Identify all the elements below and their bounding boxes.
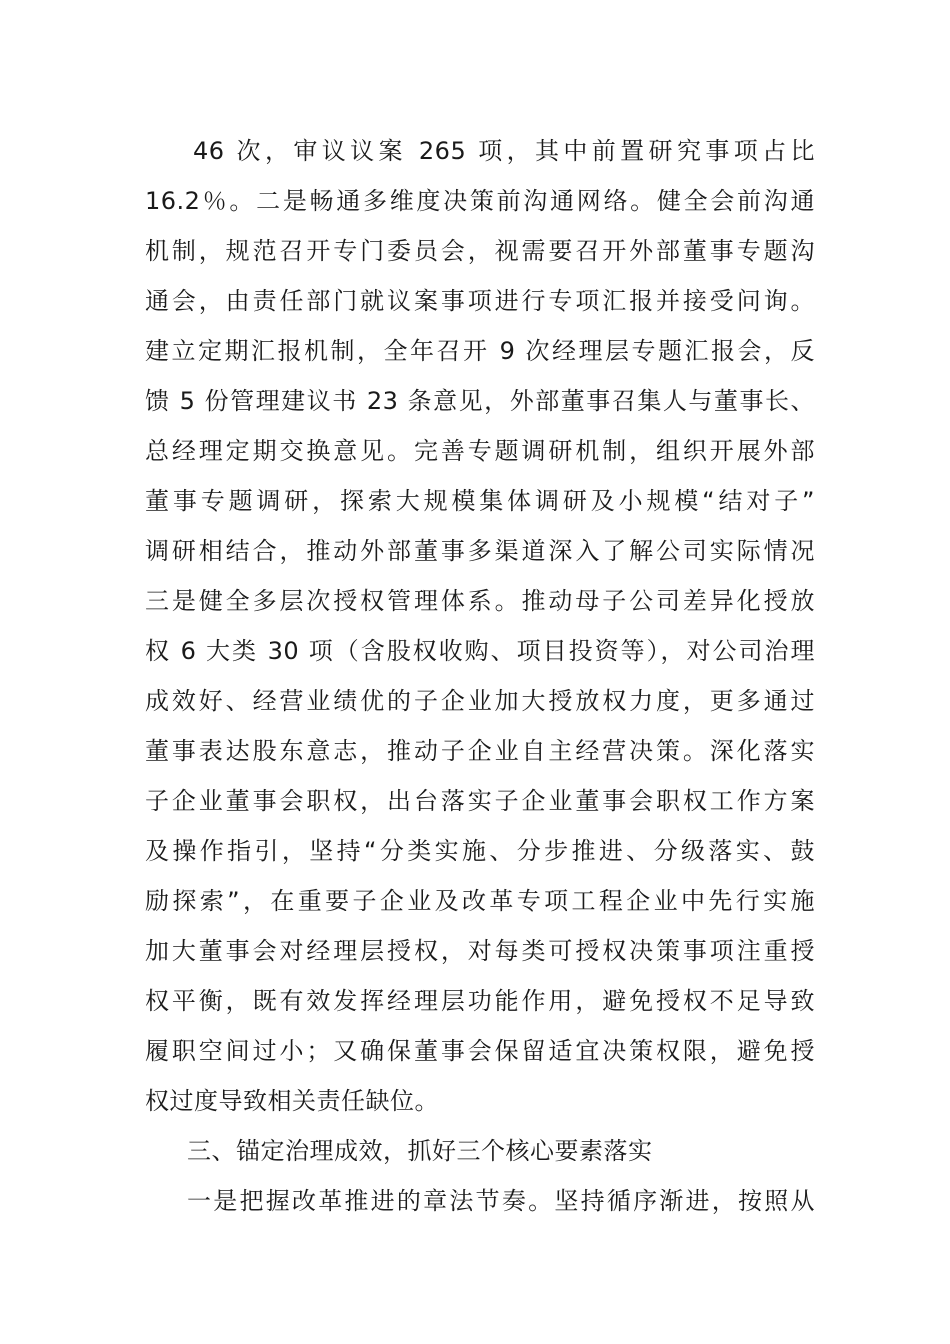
text-line: 子企业董事会职权，出台落实子企业董事会职权工作方案: [145, 787, 815, 815]
text-line: 权 6 大类 30 项（含股权收购、项目投资等），对公司治理: [145, 637, 815, 665]
text-line: 董事专题调研，探索大规模集体调研及小规模“结对子”: [145, 487, 815, 515]
text-line: 16.2％。二是畅通多维度决策前沟通网络。健全会前沟通: [145, 187, 815, 215]
text-line: 及操作指引，坚持“分类实施、分步推进、分级落实、鼓: [145, 837, 815, 865]
text-line: 总经理定期交换意见。完善专题调研机制，组织开展外部: [145, 437, 815, 465]
text-line: 加大董事会对经理层授权，对每类可授权决策事项注重授: [145, 937, 815, 965]
text-line: 机制，规范召开专门委员会，视需要召开外部董事专题沟: [145, 237, 815, 265]
text-line: 馈 5 份管理建议书 23 条意见，外部董事召集人与董事长、: [145, 387, 815, 415]
text-line: 一是把握改革推进的章法节奏。坚持循序渐进，按照从: [187, 1187, 815, 1215]
text-line: 履职空间过小；又确保董事会保留适宜决策权限，避免授: [145, 1037, 815, 1065]
text-line: 权平衡，既有效发挥经理层功能作用，避免授权不足导致: [145, 987, 815, 1015]
text-line: 三是健全多层次授权管理体系。推动母子公司差异化授放: [145, 587, 815, 615]
text-line: 通会，由责任部门就议案事项进行专项汇报并接受问询。: [145, 287, 815, 315]
text-line: 董事表达股东意志，推动子企业自主经营决策。深化落实: [145, 737, 815, 765]
section-heading: 三、锚定治理成效，抓好三个核心要素落实: [187, 1137, 653, 1165]
text-line: 调研相结合，推动外部董事多渠道深入了解公司实际情况: [145, 537, 815, 565]
text-line: 励探索”，在重要子企业及改革专项工程企业中先行实施: [145, 887, 815, 915]
text-line: 46 次，审议议案 265 项，其中前置研究事项占比: [193, 137, 815, 165]
text-line: 成效好、经营业绩优的子企业加大授放权力度，更多通过: [145, 687, 815, 715]
text-line-last: 权过度导致相关责任缺位。: [145, 1087, 439, 1115]
text-line: 建立定期汇报机制，全年召开 9 次经理层专题汇报会，反: [145, 337, 815, 365]
